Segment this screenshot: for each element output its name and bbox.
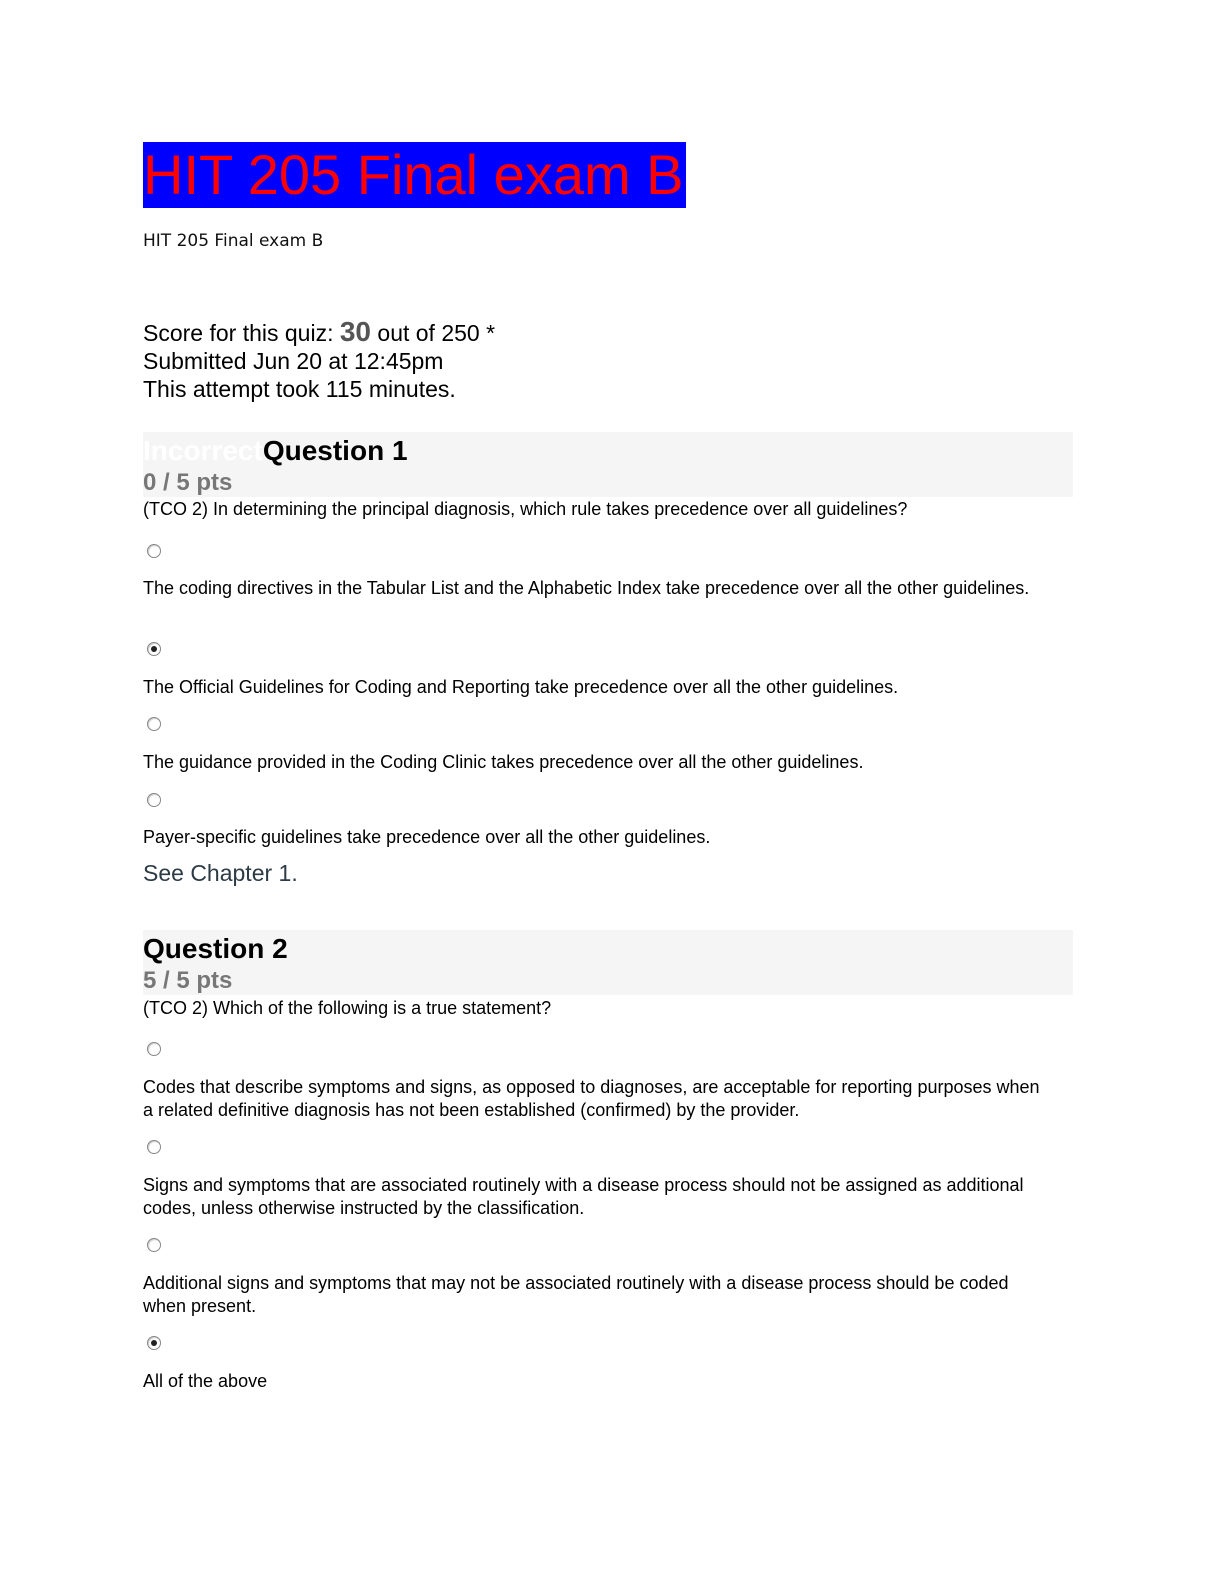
question-1-points: 0 / 5 pts <box>143 469 233 496</box>
question-1-answer-4: Payer-specific guidelines take precedence over all the other guidelines. <box>143 827 711 847</box>
question-1-answer-2: The Official Guidelines for Coding and Reporting take precedence over all the other guidelines. <box>143 677 899 697</box>
question-2-answer-3: Additional signs and symptoms that may not be associated routinely with a disease process should be coded when present. <box>143 1273 1009 1316</box>
question-1-answer-1: The coding directives in the Tabular List and the Alphabetic Index take precedence over all the other guidelines. <box>143 578 1030 598</box>
question-2-prompt: (TCO 2) Which of the following is a true statement? <box>143 998 552 1018</box>
score-prefix: Score for this quiz: <box>143 320 340 346</box>
question-1-feedback: See Chapter 1. <box>143 860 298 886</box>
question-2-points: 5 / 5 pts <box>143 967 233 994</box>
question-1-answer-2-radio[interactable] <box>147 642 161 656</box>
document-subtitle: HIT 205 Final exam B <box>143 231 324 251</box>
question-2-header <box>143 930 1073 995</box>
question-2-answer-1: Codes that describe symptoms and signs, as opposed to diagnoses, are acceptable for reporting purposes when a related definitive diagnosis has not been established (confirmed) by the provider. <box>143 1077 1040 1120</box>
question-2-answer-2: Signs and symptoms that are associated routinely with a disease process should not be assigned as additional codes, unless otherwise instructed by the classification. <box>143 1175 1024 1218</box>
question-1-answer-3-radio[interactable] <box>147 717 161 731</box>
question-1-answer-1-radio[interactable] <box>147 544 161 558</box>
question-2-answer-3-radio[interactable] <box>147 1238 161 1252</box>
question-2-title-line <box>143 932 288 966</box>
question-1-title-line <box>143 434 408 468</box>
score-suffix: out of 250 * <box>371 320 496 346</box>
question-2-answer-1-radio[interactable] <box>147 1042 161 1056</box>
question-1-answer-4-radio[interactable] <box>147 793 161 807</box>
question-2-title: Question 2 <box>143 933 288 964</box>
score-summary <box>143 318 495 403</box>
question-2-answer-4: All of the above <box>143 1371 268 1391</box>
question-1-title: Question 1 <box>262 435 408 466</box>
question-1-header <box>143 432 1073 497</box>
question-1-answer-3: The guidance provided in the Coding Clinic takes precedence over all the other guidelines. <box>143 752 864 772</box>
question-1-prompt: (TCO 2) In determining the principal diagnosis, which rule takes precedence over all guidelines? <box>143 499 908 519</box>
score-value: 30 <box>339 316 372 347</box>
document-title-banner: HIT 205 Final exam B <box>143 143 684 206</box>
score-line <box>143 318 495 347</box>
question-1-status: Incorrect <box>143 435 263 466</box>
question-2-answer-2-radio[interactable] <box>147 1140 161 1154</box>
submitted-line: Submitted Jun 20 at 12:45pm <box>143 348 444 374</box>
duration-line: This attempt took 115 minutes. <box>143 376 456 402</box>
question-2-answer-4-radio[interactable] <box>147 1336 161 1350</box>
